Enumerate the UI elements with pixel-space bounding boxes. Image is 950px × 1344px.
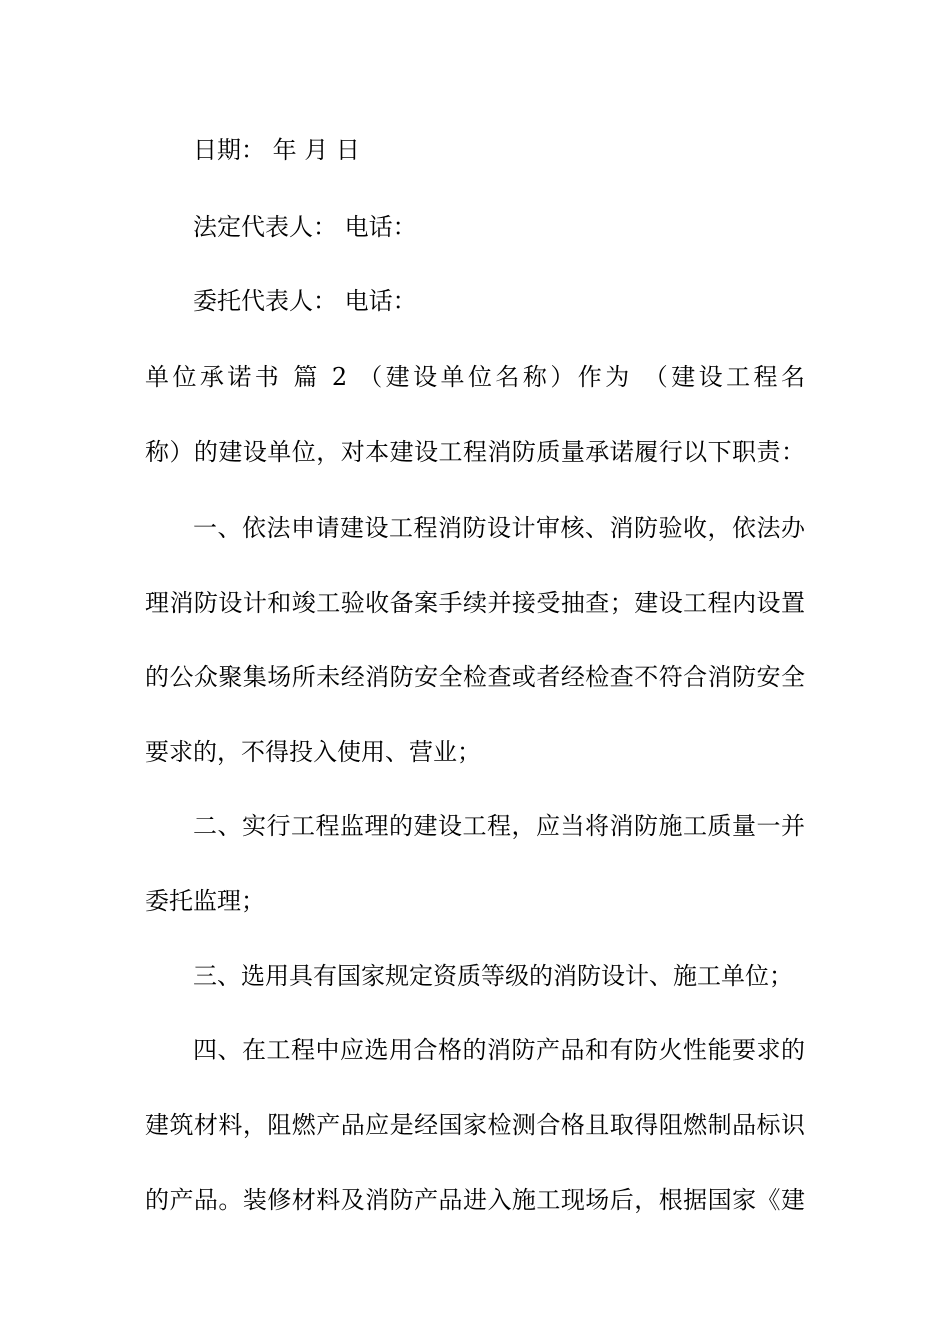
- authorized-representative-line: 委托代表人： 电话：: [193, 287, 417, 315]
- paragraph-line: 的公众聚集场所未经消防安全检查或者经检查不符合消防安全: [145, 663, 805, 691]
- paragraph-line: 二、实行工程监理的建设工程，应当将消防施工质量一并: [193, 812, 805, 840]
- paragraph-line: 四、在工程中应选用合格的消防产品和有防火性能要求的: [193, 1036, 805, 1064]
- paragraph-line: 称）的建设单位，对本建设工程消防质量承诺履行以下职责：: [145, 438, 805, 466]
- paragraph-line: 理消防设计和竣工验收备案手续并接受抽查；建设工程内设置: [145, 589, 805, 617]
- paragraph-line: 委托监理；: [145, 887, 265, 915]
- legal-representative-line: 法定代表人： 电话：: [193, 213, 417, 241]
- date-line: 日期： 年 月 日: [193, 136, 360, 164]
- paragraph-line: 建筑材料，阻燃产品应是经国家检测合格且取得阻燃制品标识: [145, 1111, 805, 1139]
- paragraph-line: 一、依法申请建设工程消防设计审核、消防验收，依法办: [193, 514, 805, 542]
- paragraph-line: 的产品。装修材料及消防产品进入施工现场后，根据国家《建: [145, 1186, 805, 1214]
- heading-line: 单位承诺书 篇 2 （建设单位名称）作为 （建设工程名: [145, 363, 805, 391]
- paragraph-line: 三、选用具有国家规定资质等级的消防设计、施工单位；: [193, 962, 793, 990]
- paragraph-line: 要求的，不得投入使用、营业；: [145, 738, 481, 766]
